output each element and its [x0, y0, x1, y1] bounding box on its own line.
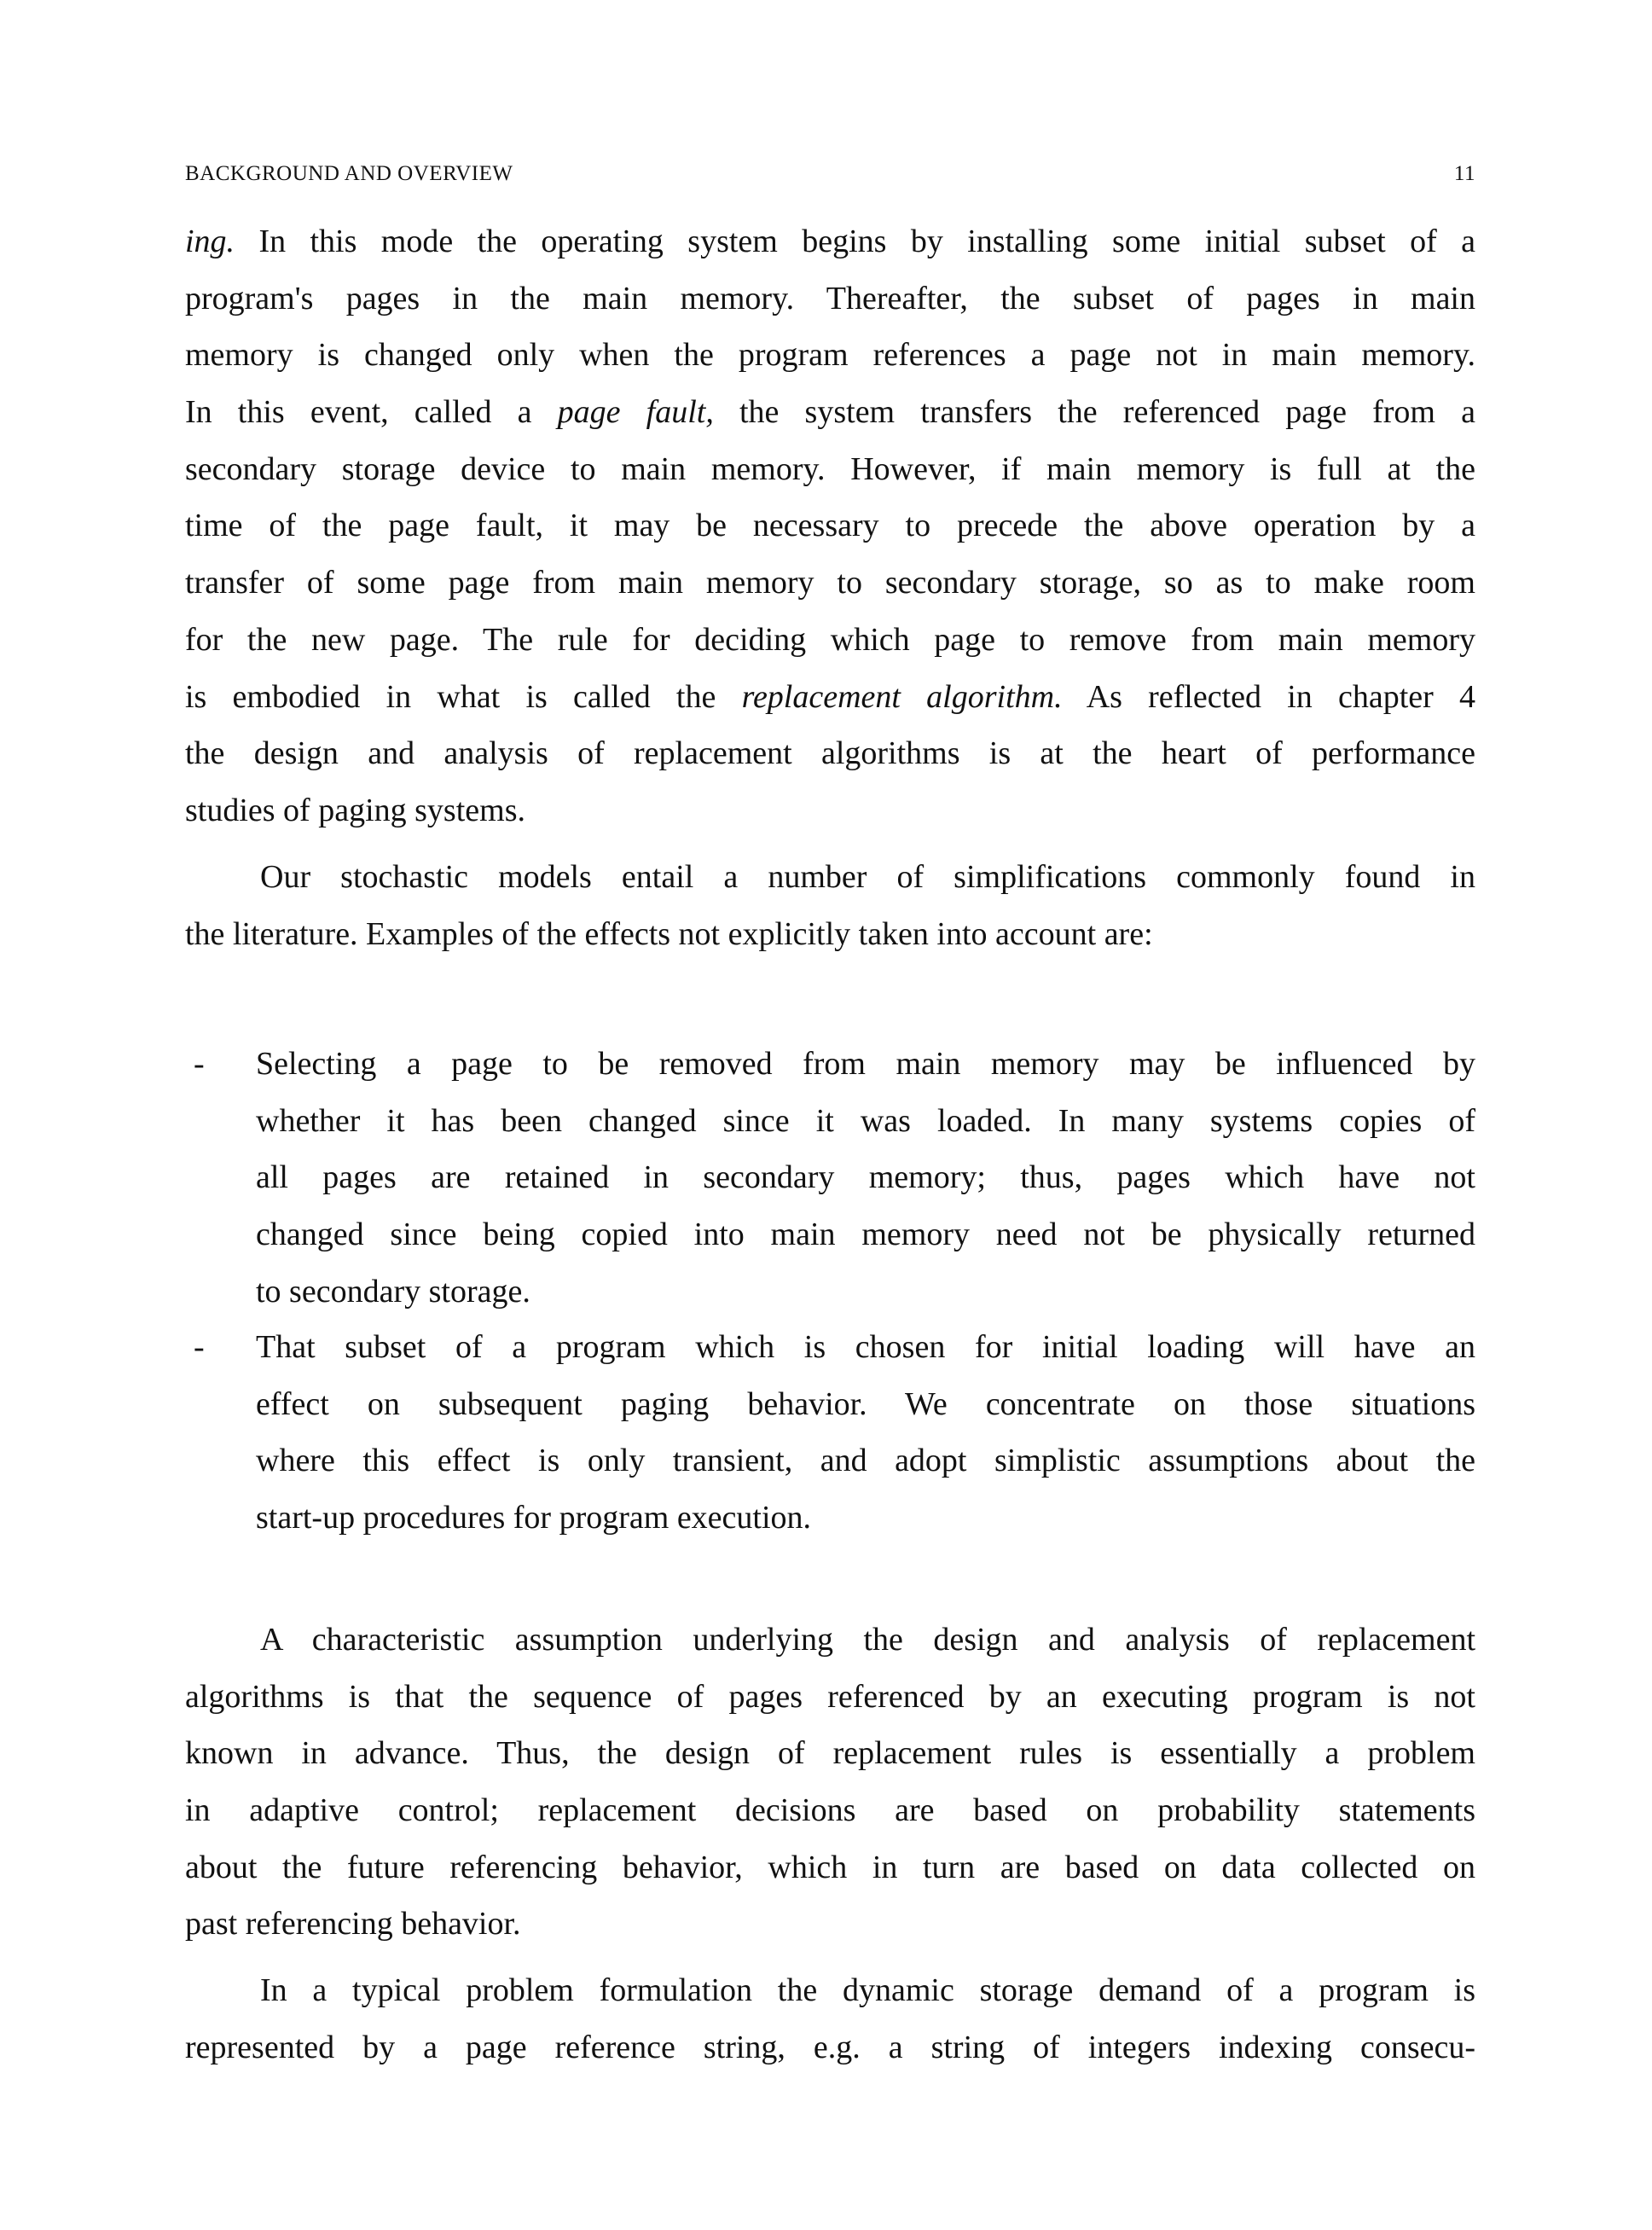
text-line: changed since being copied into main memory need not be physically returned — [256, 1217, 1475, 1253]
bullet-text — [256, 1319, 1475, 1547]
text-line — [185, 906, 1475, 963]
text-segment: secondary storage device to main memory. However, if main memory is full at the — [185, 450, 1475, 487]
text-segment: for the new page. The rule for deciding which page to remove from main memory — [185, 621, 1475, 658]
text-segment: memory is changed only when the program references a page not in main memory. — [185, 337, 1475, 374]
text-segment: In this mode the operating system begins by installing some initial subset of a — [235, 224, 1475, 259]
text-line — [185, 849, 1475, 906]
text-segment: the system transfers the referenced page from a — [713, 394, 1475, 431]
paragraph — [185, 849, 1475, 962]
text-line — [185, 270, 1475, 328]
paragraph — [185, 1612, 1475, 1953]
text-line: That subset of a program which is chosen for initial loading will have an — [256, 1329, 1475, 1365]
italic-term: ing. — [185, 224, 235, 259]
text-segment: program's pages in the main memory. Thereafter, the subset of pages in main — [185, 280, 1475, 316]
bullet-marker: - — [194, 1046, 205, 1082]
text-line — [185, 1962, 1475, 2019]
text-segment: in adaptive control; replacement decisions are based on probability statements — [185, 1792, 1475, 1829]
text-segment: the literature. Examples of the effects not explicitly taken into account are: — [185, 915, 1153, 952]
bullet-item — [185, 1319, 1475, 1547]
text-segment: A characteristic assumption underlying the design and analysis of replacement — [260, 1622, 1475, 1658]
text-line — [185, 1669, 1475, 1726]
bullet-item — [185, 1036, 1475, 1320]
text-line — [185, 2019, 1475, 2076]
text-line — [185, 612, 1475, 669]
paragraph — [185, 1962, 1475, 2076]
text-line — [185, 669, 1475, 726]
page-number: 11 — [1453, 162, 1475, 185]
text-segment: transfer of some page from main memory to secondary storage, so as to make room — [185, 565, 1475, 601]
text-line: whether it has been changed since it was loaded. In many systems copies of — [256, 1102, 1475, 1139]
italic-term: page fault, — [557, 394, 714, 431]
text-segment: known in advance. Thus, the design of replacement rules is essentially a problem — [185, 1735, 1475, 1772]
text-segment: time of the page fault, it may be necessary to precede the above operation by a — [185, 508, 1475, 544]
text-line — [185, 782, 1475, 839]
text-segment: the design and analysis of replacement algorithms is at the heart of performance — [185, 735, 1475, 772]
text-line: all pages are retained in secondary memory; thus, pages which have not — [256, 1159, 1475, 1196]
text-segment: algorithms is that the sequence of pages referenced by an executing program is not — [185, 1678, 1475, 1715]
bullet-marker: - — [194, 1329, 205, 1365]
text-segment: As reflected in chapter 4 — [1062, 678, 1476, 715]
italic-term: replacement algorithm. — [741, 678, 1063, 715]
text-segment: studies of paging systems. — [185, 792, 525, 828]
text-line — [185, 555, 1475, 612]
text-segment: In a typical problem formulation the dynamic storage demand of a program is — [260, 1972, 1475, 2008]
text-line — [185, 213, 1475, 270]
text-line — [185, 725, 1475, 782]
text-segment: Our stochastic models entail a number of simplifications commonly found in — [260, 859, 1475, 895]
text-segment: about the future referencing behavior, which in turn are based on data collected on — [185, 1849, 1475, 1885]
paragraph — [185, 213, 1475, 839]
text-segment: represented by a page reference string, e.g. a string of integers indexing consecu- — [185, 2029, 1475, 2065]
text-line — [185, 1782, 1475, 1839]
text-line — [185, 1612, 1475, 1669]
text-line — [185, 497, 1475, 555]
bullet-text — [256, 1036, 1475, 1320]
text-line: start-up procedures for program execution. — [256, 1500, 812, 1536]
text-line — [185, 327, 1475, 384]
text-line: Selecting a page to be removed from main memory may be influenced by — [256, 1046, 1475, 1082]
text-segment: past referencing behavior. — [185, 1906, 521, 1943]
running-header: BACKGROUND AND OVERVIEW — [185, 162, 513, 185]
text-line — [185, 1896, 1475, 1953]
text-segment: In this event, called a — [185, 394, 558, 431]
text-line — [185, 441, 1475, 498]
text-line — [185, 1725, 1475, 1782]
text-line: where this effect is only transient, and adopt simplistic assumptions about the — [256, 1443, 1475, 1479]
text-segment: is embodied in what is called the — [185, 678, 742, 715]
text-line — [185, 1839, 1475, 1896]
text-line: effect on subsequent paging behavior. We concentrate on those situations — [256, 1385, 1475, 1422]
text-line — [185, 384, 1475, 441]
text-line: to secondary storage. — [256, 1273, 530, 1310]
